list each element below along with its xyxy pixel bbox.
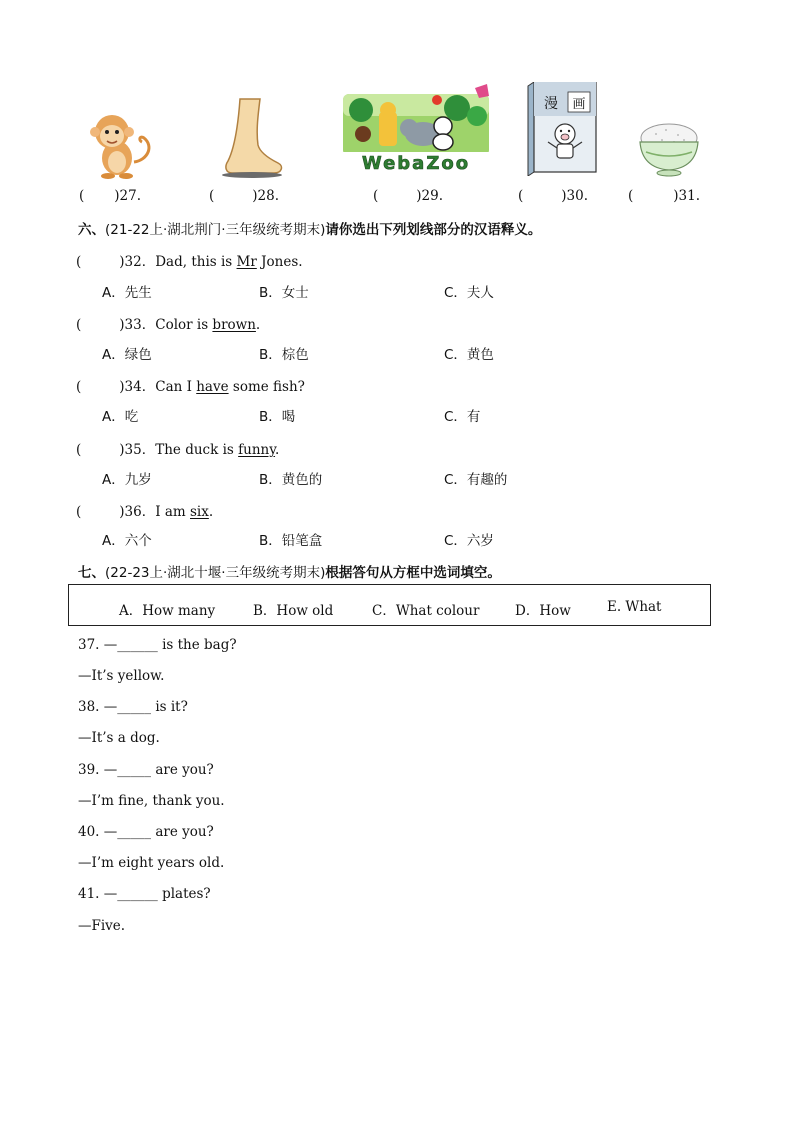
option-35-a: A．九岁 [102,472,152,488]
answer-label-29: ( )29. [373,188,444,204]
section-7-title: 七、(22-23上·湖北十堰·三年级统考期末)根据答句从方框中选词填空。 [78,565,501,581]
question-35: ( )35．The duck is funny. [76,442,280,458]
option-34-a: A．吃 [102,409,139,425]
option-33-b: B．棕色 [259,347,309,363]
option-36-a: A．六个 [102,533,152,549]
zoo-icon [339,82,495,174]
question-37: 37. —______ is the bag? [78,637,237,653]
comic-title-text: 漫 [544,96,558,112]
rice-bowl-icon [636,116,702,178]
section-6-title: 六、(21-22上·湖北荆门·三年级统考期末)请你选出下列划线部分的汉语释义。 [78,222,542,238]
word-box-option-c: C．What colour [372,603,480,619]
monkey-icon [82,110,160,182]
option-32-c: C．夫人 [444,285,494,301]
option-32-a: A．先生 [102,285,152,301]
question-33: ( )33．Color is brown. [76,317,261,333]
answer-40: —I’m eight years old. [78,855,225,871]
answer-37: —It’s yellow. [78,668,165,684]
answer-label-30: ( )30. [518,188,589,204]
word-box-option-d: D．How [515,603,571,619]
foot-icon [218,97,288,179]
question-41: 41. —______ plates? [78,886,211,902]
word-box-option-a: A．How many [119,603,216,619]
svg-text:画: 画 [572,97,586,112]
option-33-a: A．绿色 [102,347,152,363]
word-box [68,584,711,626]
option-36-c: C．六岁 [444,533,494,549]
answer-41: —Five. [78,918,126,934]
question-40: 40. —_____ are you? [78,824,214,840]
zoo-logo-text: WebaZoo [361,153,471,174]
option-35-c: C．有趣的 [444,472,508,488]
word-box-option-e: E. What [607,599,662,615]
option-34-c: C．有 [444,409,481,425]
answer-38: —It’s a dog. [78,730,160,746]
answer-label-27: ( )27. [79,188,142,204]
word-box-option-b: B．How old [253,603,334,619]
answer-label-28: ( )28. [209,188,280,204]
question-39: 39. —_____ are you? [78,762,214,778]
question-34: ( )34．Can I have some fish? [76,379,305,395]
option-36-b: B．铅笔盒 [259,533,323,549]
question-32: ( )32．Dad, this is Mr Jones. [76,254,303,270]
answer-39: —I’m fine, thank you. [78,793,225,809]
option-34-b: B．喝 [259,409,296,425]
option-33-c: C．黄色 [444,347,494,363]
answer-label-31: ( )31. [628,188,701,204]
option-32-b: B．女士 [259,285,309,301]
question-36: ( )36．I am six. [76,504,214,520]
question-38: 38. —_____ is it? [78,699,188,715]
comic-book-icon [526,82,598,176]
option-35-b: B．黄色的 [259,472,323,488]
